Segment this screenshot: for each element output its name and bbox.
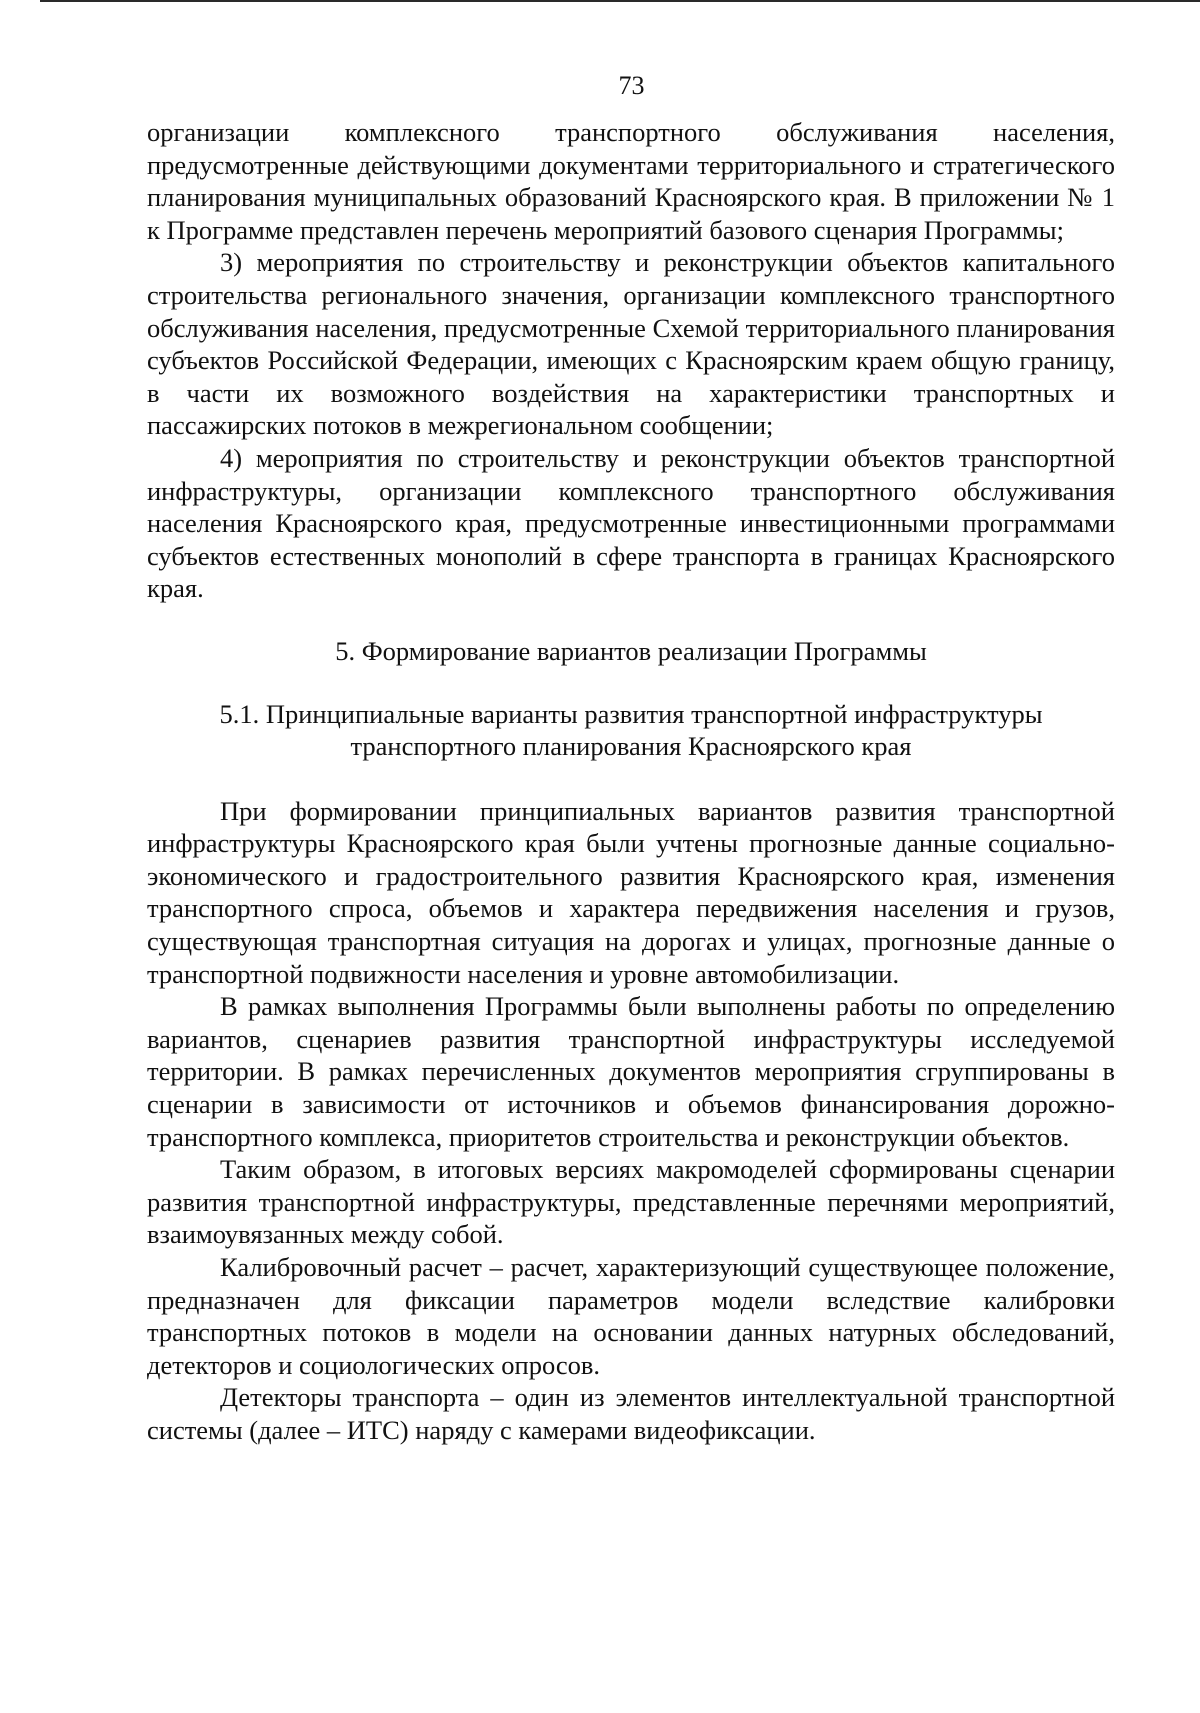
- paragraph-calibration: Калибровочный расчет – расчет, характеризующий существующее положение, предназначен для фиксации параметров модели вследствие калибровки транспортных потоков в модели на основании данных натурных обследований, детекторов и социологических опросов.: [147, 1252, 1115, 1380]
- paragraph-continuation: организации комплексного транспортного обслуживания населения, предусмотренные действующими документами территориального и стратегического планирования муниципальных образований Красноярского края. В приложении № 1 к Программе представлен перечень мероприятий базового сценария Программы;: [147, 117, 1115, 245]
- section-heading-5: 5. Формирование вариантов реализации Программы: [335, 635, 927, 666]
- paragraph-variants: При формировании принципиальных вариантов развития транспортной инфраструктуры Красноярского края были учтены прогнозные данные социально-экономического и градостроительного развития Красноярского края, изменения транспортного спроса, объемов и характера передвижения населения и грузов, существующая транспортная ситуация на дорогах и улицах, прогнозные данные о транспортной подвижности населения и уровне автомобилизации.: [147, 795, 1115, 989]
- subsection-heading-5-1-line-1: 5.1. Принципиальные варианты развития транспортной инфраструктуры: [219, 698, 1043, 729]
- page-number: 73: [618, 71, 645, 100]
- paragraph-macromodels: Таким образом, в итоговых версиях макромоделей сформированы сценарии развития транспортной инфраструктуры, представленные перечнями мероприятий, взаимоувязанных между собой.: [147, 1154, 1115, 1250]
- paragraph-work-done: В рамках выполнения Программы были выполнены работы по определению вариантов, сценариев развития транспортной инфраструктуры исследуемой территории. В рамках перечисленных документов мероприятия сгруппированы в сценарии в зависимости от источников и объемов финансирования дорожно-транспортного комплекса, приоритетов строительства и реконструкции объектов.: [147, 991, 1115, 1152]
- subsection-heading-5-1-line-2: транспортного планирования Красноярского края: [350, 731, 912, 762]
- page-top-edge: [40, 0, 1200, 2]
- paragraph-detectors: Детекторы транспорта – один из элементов интеллектуальной транспортной системы (далее – ИТС) наряду с камерами видеофиксации.: [147, 1382, 1115, 1445]
- paragraph-item-4: 4) мероприятия по строительству и реконструкции объектов транспортной инфраструктуры, организации комплексного транспортного обслуживания населения Красноярского края, предусмотренные инвестиционными программами субъектов естественных монополий в сфере транспорта в границах Красноярского края.: [147, 442, 1115, 604]
- paragraph-item-3: 3) мероприятия по строительству и реконструкции объектов капитального строительства регионального значения, организации комплексного транспортного обслуживания населения, предусмотренные Схемой территориального планирования субъектов Российской Федерации, имеющих с Красноярским краем общую границу, в части их возможного воздействия на характеристики транспортных и пассажирских потоков в межрегиональном сообщении;: [147, 247, 1115, 441]
- document-body: [147, 116, 1115, 1447]
